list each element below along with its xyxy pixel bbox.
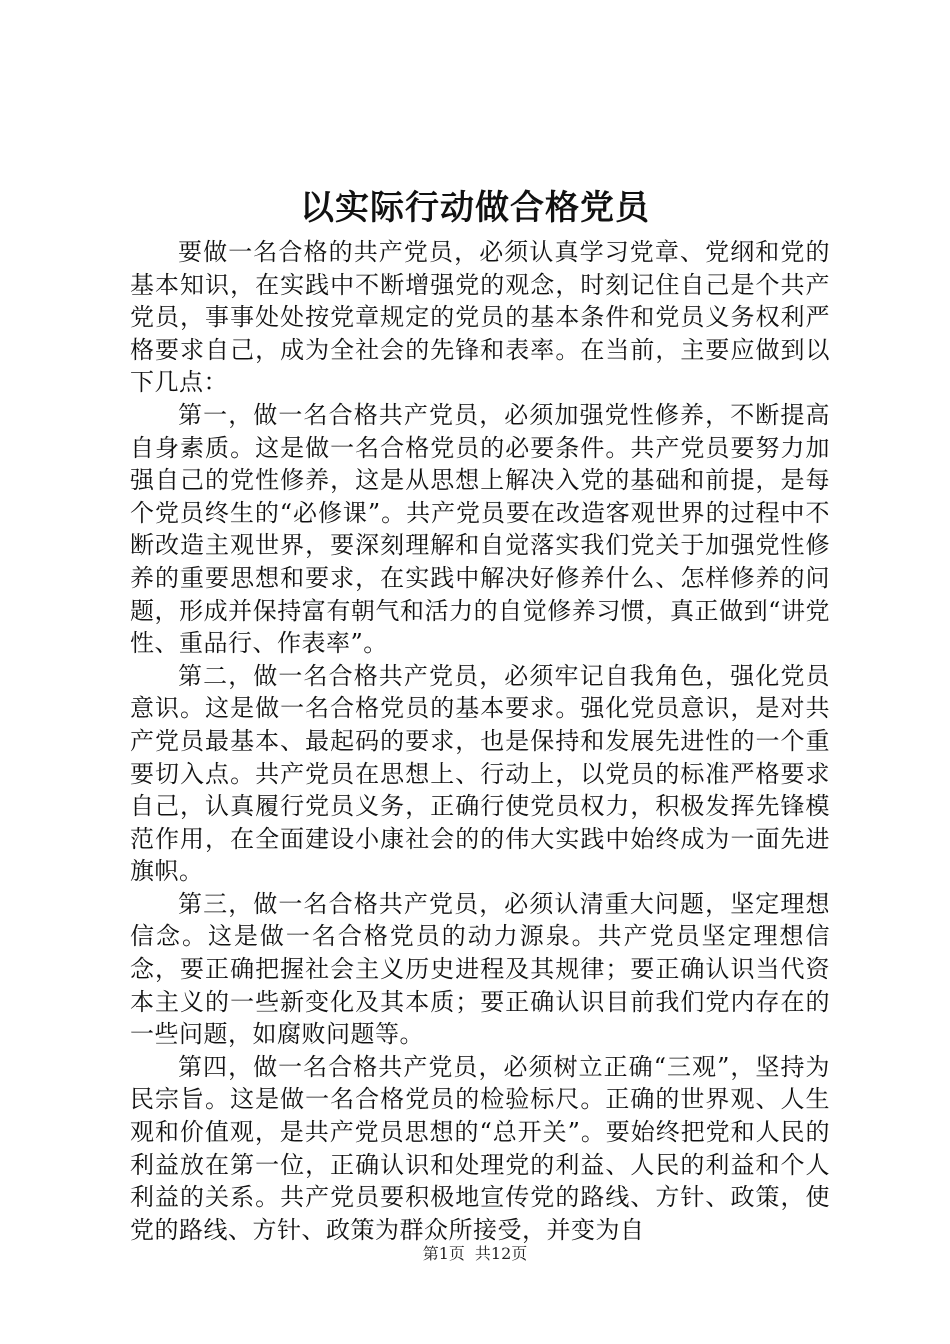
paragraph-intro: 要做一名合格的共产党员，必须认真学习党章、党纲和党的基本知识，在实践中不断增强党的观念，时刻记住自己是个共产党员，事事处处按党章规定的党员的基本条件和党员义务权利严格要求自己，成为全社会的先锋和表率。在当前，主要应做到以下几点： <box>130 238 830 397</box>
page-number-current: 第1页 <box>422 1244 465 1263</box>
paragraph-point-4: 第四，做一名合格共产党员，必须树立正确“三观”，坚持为民宗旨。这是做一名合格党员的检验标尺。正确的世界观、人生观和价值观，是共产党员思想的“总开关”。要始终把党和人民的利益放在第一位，正确认识和处理党的利益、人民的利益和个人利益的关系。共产党员要积极地宣传党的路线、方针、政策，使党的路线、方针、政策为群众所接受，并变为自 <box>130 1052 830 1244</box>
page-number-total: 共12页 <box>474 1244 528 1263</box>
paragraph-point-1: 第一，做一名合格共产党员，必须加强党性修养，不断提高自身素质。这是做一名合格党员的必要条件。共产党员要努力加强自己的党性修养，这是从思想上解决入党的基础和前提，是每个党员终生的“必修课”。共产党员要在改造客观世界的过程中不断改造主观世界，要深刻理解和自觉落实我们党关于加强党性修养的重要思想和要求，在实践中解决好修养什么、怎样修养的问题，形成并保持富有朝气和活力的自觉修养习惯，真正做到“讲党性、重品行、作表率”。 <box>130 400 830 658</box>
document-body <box>130 236 830 1246</box>
document-title: 以实际行动做合格党员 <box>300 188 650 228</box>
paragraph-point-3: 第三，做一名合格共产党员，必须认清重大问题，坚定理想信念。这是做一名合格党员的动力源泉。共产党员坚定理想信念，要正确把握社会主义历史进程及其规律；要正确认识当代资本主义的一些新变化及其本质；要正确认识目前我们党内存在的一些问题，如腐败问题等。 <box>130 889 830 1049</box>
page-footer <box>0 1243 950 1265</box>
paragraph-point-2: 第二，做一名合格共产党员，必须牢记自我角色，强化党员意识。这是做一名合格党员的基本要求。强化党员意识，是对共产党员最基本、最起码的要求，也是保持和发展先进性的一个重要切入点。共产党员在思想上、行动上，以党员的标准严格要求自己，认真履行党员义务，正确行使党员权力，积极发挥先锋模范作用，在全面建设小康社会的的伟大实践中始终成为一面先进旗帜。 <box>130 661 830 886</box>
